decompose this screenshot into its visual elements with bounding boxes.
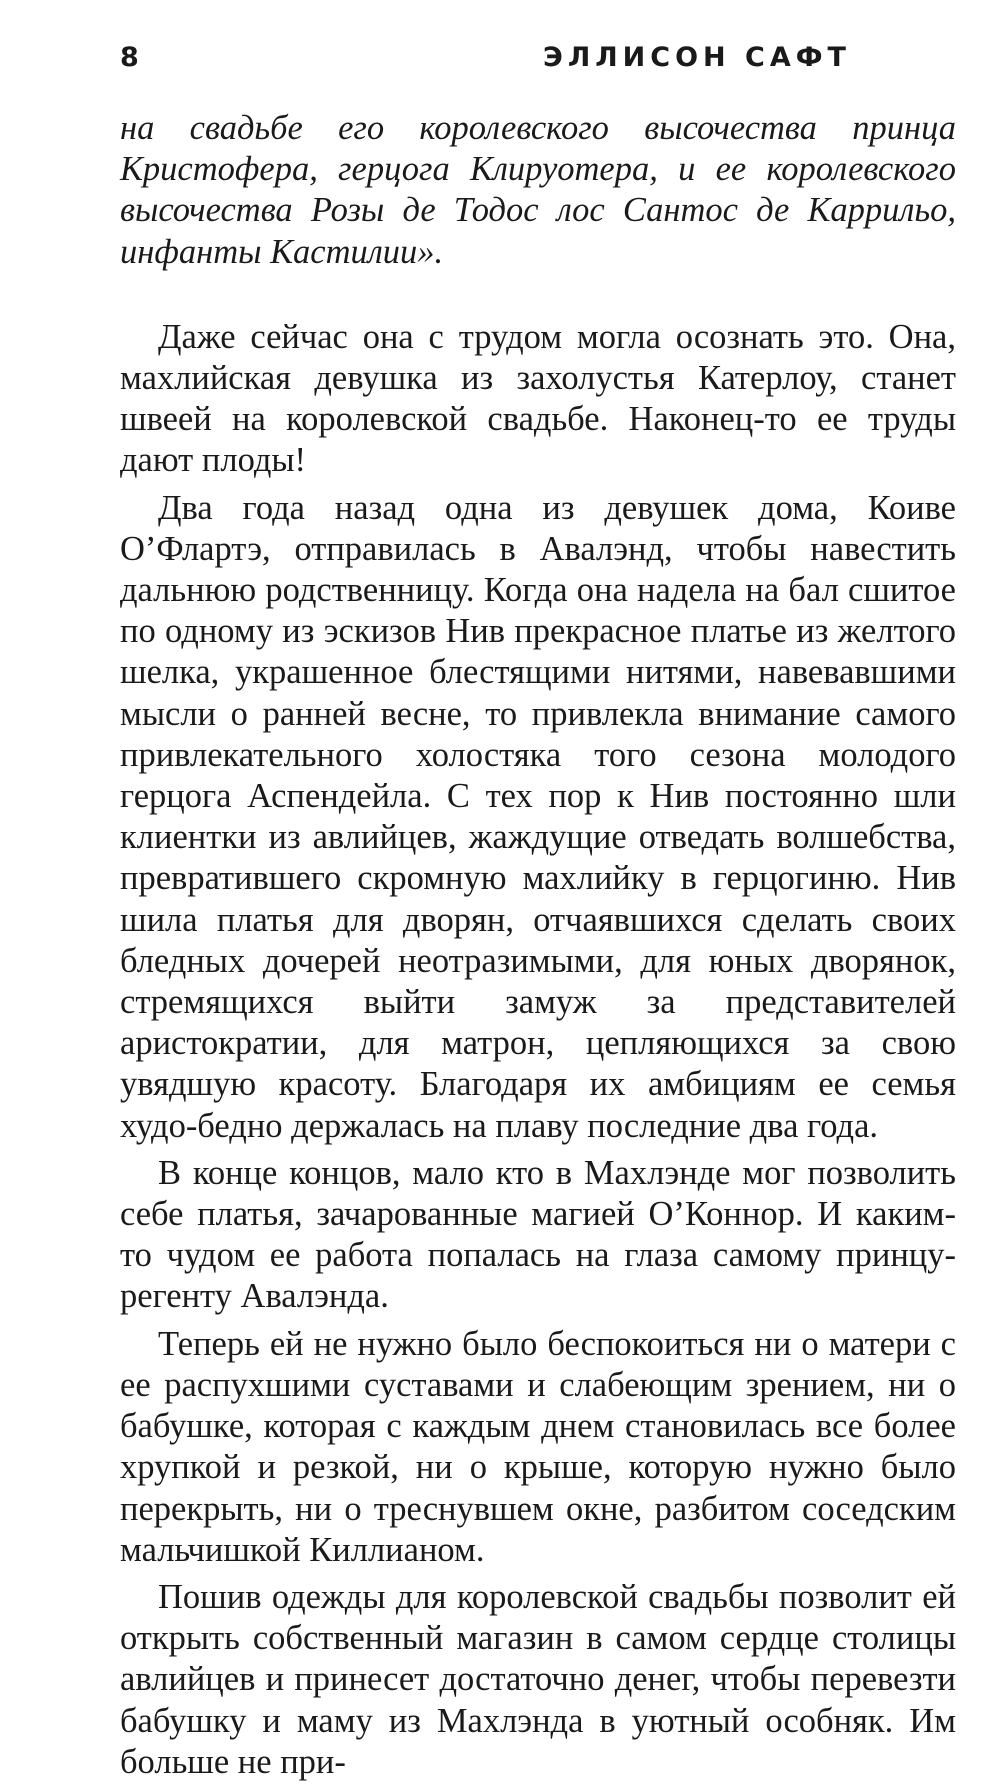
italic-quote-continuation: на свадьбе его королевского высочества принца Кристофера, герцога Клируотера, и ее королевского высочества Розы де Тодос лос Сантос де Каррильо, инфанты Кастилии». <box>120 109 956 271</box>
page-body <box>120 108 956 1785</box>
page-header <box>120 42 960 82</box>
paragraph-2: Два года назад одна из девушек дома, Коиве О’Флартэ, отправилась в Авалэнд, чтобы навестить дальнюю родственницу. Когда она надела на бал сшитое по одному из эскизов Нив прекрасное платье из желтого шелка, украшенное блестящими нитями, навевавшими мысли о ранней весне, то привлекла внимание самого привлекательного холостяка того сезона молодого герцога Аспендейла. С тех пор к Нив постоянно шли клиентки из авлийцев, жаждущие отведать волшебства, превратившего скромную махлийку в герцогиню. Нив шила платья для дворян, отчаявшихся сделать своих бледных дочерей неотразимыми, для юных дворянок, стремящихся выйти замуж за представителей аристократии, для матрон, цепляющихся за свою увядшую красоту. Благодаря их амбициям ее семья худо-бедно держалась на плаву последние два года. <box>120 488 956 1145</box>
paragraph-5: Пошив одежды для королевской свадьбы позволит ей открыть собственный магазин в самом сердце столицы авлийцев и принесет достаточно денег, чтобы перевезти бабушку и маму из Махлэнда в уютный особняк. Им больше не при- <box>120 1577 956 1781</box>
paragraph-4: Теперь ей не нужно было беспокоиться ни о матери с ее распухшими суставами и слабеющим зрением, ни о бабушке, которая с каждым днем становилась все более хрупкой и резкой, ни о крыше, которую нужно было перекрыть, ни о треснувшем окне, разбитом соседским мальчишкой Киллианом. <box>120 1324 956 1569</box>
running-head-author: ЭЛЛИСОН САФТ <box>543 42 851 73</box>
page-number: 8 <box>120 42 143 73</box>
paragraph-3: В конце концов, мало кто в Махлэнде мог позволить себе платья, зачарованные магией О’Коннор. И каким-то чудом ее работа попалась на глаза самому принцу-регенту Авалэнда. <box>120 1153 956 1316</box>
paragraph-1: Даже сейчас она с трудом могла осознать это. Она, махлийская девушка из захолустья Катерлоу, станет швеей на королевской свадьбе. Наконец-то ее труды дают плоды! <box>120 317 956 480</box>
